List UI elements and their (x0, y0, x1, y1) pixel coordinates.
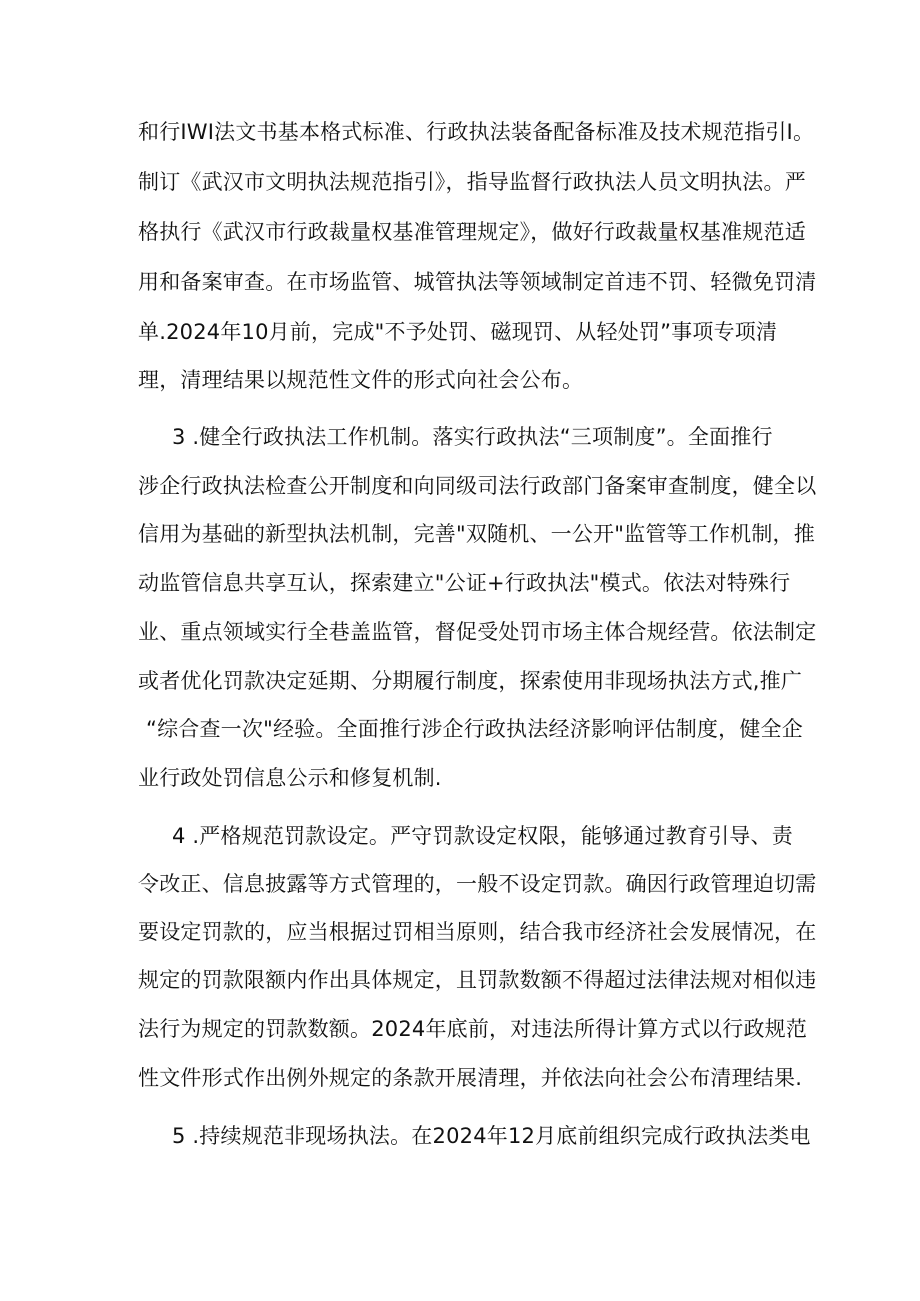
text-line-3: 格执行《武汉市行政裁量权基准管理规定》，做好行政裁量权基准规范适 (138, 220, 806, 244)
text-line-17: 要设定罚款的，应当根据过罚相当原则，结合我市经济社会发展情况，在 (138, 920, 817, 944)
text-line-19: 法行为规定的罚款数额。2024年底前，对违法所得计算方式以行政规范 (138, 1017, 808, 1041)
section-4-heading-line: 4 .严格规范罚款设定。严守罚款设定权限，能够通过教育引导、责 (172, 824, 793, 848)
text-line-18: 规定的罚款限额内作出具体规定，且罚款数额不得超过法律法规对相似违 (138, 968, 817, 992)
text-line-13: “综合查一次"经验。全面推行涉企行政执法经济影响评估制度，健全企 (146, 717, 803, 741)
text-line-14: 业行政处罚信息公示和修复机制. (138, 766, 442, 790)
section-3-heading-line: 3 .健全行政执法工作机制。落实行政执法“三项制度”。全面推行 (172, 425, 773, 449)
text-line-12: 或者优化罚款决定延期、分期履行制度，探索使用非现场执法方式,推广 (138, 669, 803, 693)
text-line-5: 单.2024年10月前，完成"不予处罚、磁现罚、从轻处罚”事项专项清 (138, 320, 778, 344)
text-line-16: 令改正、信息披露等方式管理的，一般不设定罚款。确因行政管理迫切需 (138, 872, 817, 896)
text-line-8: 涉企行政执法检查公开制度和向同级司法行政部门备案审查制度，健全以 (138, 474, 817, 498)
text-line-4: 用和备案审查。在市场监管、城管执法等领域制定首违不罚、轻微免罚清 (138, 270, 817, 294)
text-line-10: 动监管信息共享互认，探索建立"公证+行政执法"模式。依法对特殊行 (138, 571, 791, 595)
text-line-20: 性文件形式作出例外规定的条款开展清理，并依法向社会公布清理结果. (138, 1066, 803, 1090)
text-line-9: 信用为基础的新型执法机制，完善"双随机、一公开"监管等工作机制，推 (138, 522, 815, 546)
section-5-heading-line: 5 .持续规范非现场执法。在2024年12月底前组织完成行政执法类电 (172, 1124, 811, 1148)
text-line-11: 业、重点领域实行全巷盖监管，督促受处罚市场主体合规经营。依法制定 (138, 620, 817, 644)
text-line-1: 和行IWI法文书基本格式标准、行政执法装备配备标准及技术规范指引I。 (138, 120, 815, 144)
text-line-2: 制订《武汉市文明执法规范指引》，指导监督行政执法人员文明执法。严 (138, 170, 806, 194)
text-line-6: 理，清理结果以规范性文件的形式向社会公布。 (138, 368, 584, 392)
